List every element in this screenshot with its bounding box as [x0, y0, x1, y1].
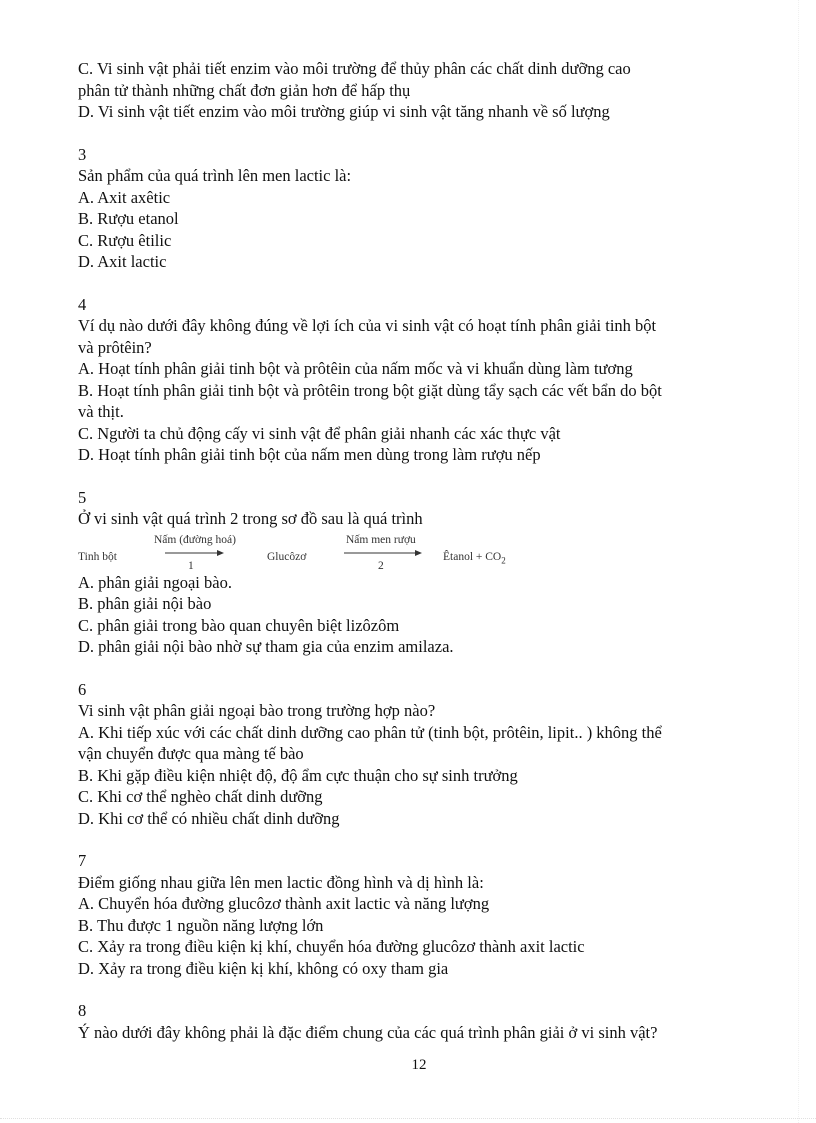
- option-b: B. Rượu etanol: [78, 209, 179, 228]
- option-a: A. Hoạt tính phân giải tinh bột và prôtêin của nấm mốc và vi khuẩn dùng làm tương: [78, 359, 633, 378]
- question-text: Ở vi sinh vật quá trình 2 trong sơ đồ sau là quá trình: [78, 509, 423, 528]
- diagram-end-text: Êtanol + CO: [443, 550, 502, 563]
- question-text: Ví dụ nào dưới đây không đúng về lợi ích của vi sinh vật có hoạt tính phân giải tinh bột: [78, 316, 657, 335]
- diagram-end: [443, 547, 506, 572]
- arrow-1-label: Nấm (đường hoá): [154, 533, 236, 546]
- question-number: 3: [78, 144, 87, 164]
- option-d: D. Axit lactic: [78, 252, 167, 271]
- question-3: [78, 144, 768, 273]
- question-text: Ý nào dưới đây không phải là đặc điểm chung của các quá trình phân giải ở vi sinh vật?: [78, 1022, 658, 1042]
- question-8: [78, 1000, 768, 1043]
- question-number: 4: [78, 294, 87, 314]
- arrow-2-head: [415, 550, 422, 556]
- question-number: 5: [78, 487, 87, 507]
- option-b: B. phân giải nội bào: [78, 594, 212, 613]
- document-page: [78, 58, 768, 1043]
- option-c: C. Rượu êtilic: [78, 230, 172, 250]
- option-b: B. Thu được 1 nguồn năng lượng lớn: [78, 915, 324, 935]
- option-d: D. Hoạt tính phân giải tinh bột của nấm men dùng trong làm rượu nếp: [78, 445, 541, 464]
- option-a: A. phân giải ngoại bào.: [78, 572, 232, 592]
- question-text: Điểm giống nhau giữa lên men lactic đồng hình và dị hình là:: [78, 872, 484, 892]
- option-b: B. Khi gặp điều kiện nhiệt độ, độ ẩm cực thuận cho sự sinh trưởng: [78, 765, 518, 785]
- diagram-middle: Glucôzơ: [267, 550, 307, 563]
- diagram-end-subscript: 2: [501, 554, 506, 565]
- process-diagram: [78, 531, 538, 571]
- page-bottom-rule: [0, 1118, 816, 1120]
- arrow-1-number: 1: [188, 559, 194, 572]
- option-a: A. Khi tiếp xúc với các chất dinh dưỡng cao phân tử (tinh bột, prôtêin, lipit.. ) không thể: [78, 722, 662, 742]
- question-7: [78, 850, 768, 979]
- arrow-2-label: Nấm men rượu: [346, 533, 416, 546]
- option-line: D. Vi sinh vật tiết enzim vào môi trường giúp vi sinh vật tăng nhanh về số lượng: [78, 102, 610, 121]
- option-line: C. Vi sinh vật phải tiết enzim vào môi trường để thủy phân các chất dinh dưỡng cao: [78, 59, 631, 78]
- option-b: B. Hoạt tính phân giải tinh bột và prôtêin trong bột giặt dùng tẩy sạch các vết bẩn do bột: [78, 380, 662, 400]
- option-c: C. phân giải trong bào quan chuyên biệt lizôzôm: [78, 615, 400, 635]
- arrow-2-number: 2: [378, 559, 384, 572]
- option-line: phân tử thành những chất đơn giản hơn để hấp thụ: [78, 80, 411, 100]
- question-text: Vi sinh vật phân giải ngoại bào trong trường hợp nào?: [78, 701, 436, 720]
- question-number: 6: [78, 679, 87, 699]
- option-d: D. phân giải nội bào nhờ sự tham gia của enzim amilaza.: [78, 637, 454, 656]
- option-c: C. Xảy ra trong điều kiện kị khí, chuyển hóa đường glucôzơ thành axit lactic: [78, 937, 585, 956]
- option-a: A. Chuyển hóa đường glucôzơ thành axit lactic và năng lượng: [78, 894, 490, 913]
- question-number: 7: [78, 851, 87, 870]
- question-5: [78, 487, 768, 658]
- option-c: C. Khi cơ thể nghèo chất dinh dưỡng: [78, 787, 323, 806]
- option-a: A. Axit axêtic: [78, 187, 171, 207]
- question-6: [78, 679, 768, 830]
- page-number: 12: [411, 1057, 427, 1073]
- page-edge-rule: [798, 0, 800, 1123]
- question-4: [78, 294, 768, 466]
- option-b-continued: và thịt.: [78, 402, 124, 421]
- option-a-continued: vận chuyển được qua màng tế bào: [78, 744, 304, 763]
- question-number: 8: [78, 1001, 87, 1020]
- diagram-start: Tinh bột: [78, 550, 117, 563]
- option-d: D. Khi cơ thể có nhiều chất dinh dưỡng: [78, 808, 340, 828]
- question-text: và prôtêin?: [78, 337, 152, 357]
- option-d: D. Xảy ra trong điều kiện kị khí, không có oxy tham gia: [78, 958, 449, 978]
- question-text: Sản phẩm của quá trình lên men lactic là:: [78, 166, 352, 185]
- option-c: C. Người ta chủ động cấy vi sinh vật để phân giải nhanh các xác thực vật: [78, 423, 561, 443]
